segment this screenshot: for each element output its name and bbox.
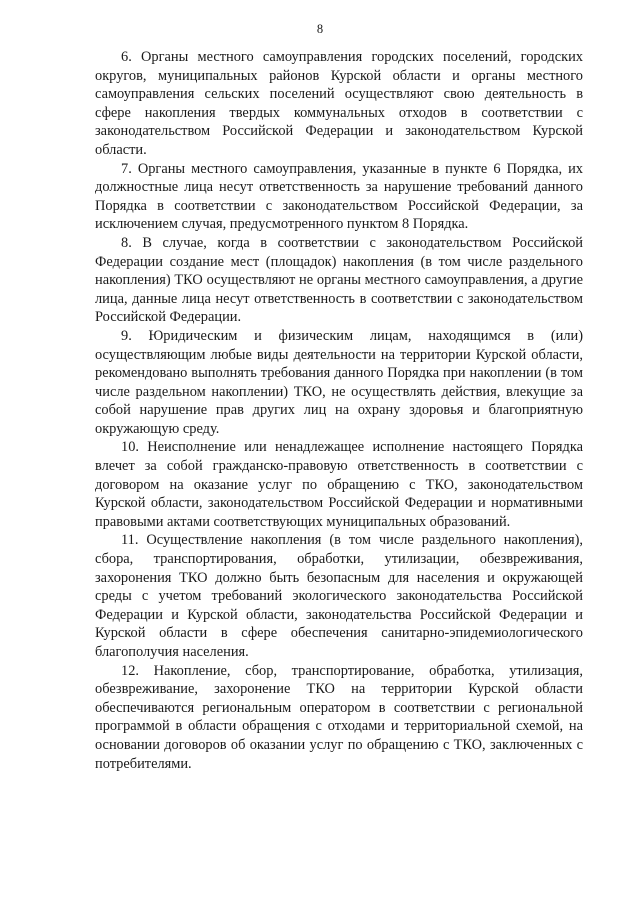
paragraph-7: 7. Органы местного самоуправления, указанные в пункте 6 Порядка, их должностные лица несут ответственность за нарушение требований данного Порядка в соответствии с законодательством Российской Федерации, за исключением случая, предусмотренного пунктом 8 Порядка. bbox=[95, 160, 583, 233]
paragraph-12: 12. Накопление, сбор, транспортирование, обработка, утилизация, обезвреживание, захоронение ТКО на территории Курской области обеспечиваются региональным оператором в соответствии с региональной программой в области обращения с отходами и территориальной схемой, на основании договоров об оказании услуг по обращению с ТКО, заключенных с потребителями. bbox=[95, 662, 583, 772]
paragraph-9: 9. Юридическим и физическим лицам, находящимся в (или) осуществляющим любые виды деятельности на территории Курской области, рекомендовано выполнять требования данного Порядка при накоплении (в том числе раздельном накоплении) ТКО, не осуществлять действия, влекущие за собой нарушение прав других лиц на охрану здоровья и благоприятную окружающую среду. bbox=[95, 327, 583, 437]
page-number: 8 bbox=[316, 22, 324, 36]
paragraph-6: 6. Органы местного самоуправления городских поселений, городских округов, муниципальных районов Курской области и органы местного самоуправления сельских поселений осуществляют свою деятельность в сфере накопления твердых коммунальных отходов в соответствии с законодательством Российской Федерации и законодательством Курской области. bbox=[95, 49, 583, 158]
document-body bbox=[95, 48, 583, 773]
paragraph-10: 10. Неисполнение или ненадлежащее исполнение настоящего Порядка влечет за собой гражданско-правовую ответственность в соответствии с договором на оказание услуг по обращению с ТКО, законодательством Курской области, законодательством Российской Федерации и нормативными правовыми актами соответствующих муниципальных образований. bbox=[95, 439, 583, 530]
paragraph-8: 8. В случае, когда в соответствии с законодательством Российской Федерации создание мест (площадок) накопления (в том числе раздельного накопления) ТКО осуществляют не органы местного самоуправления, а другие лица, данные лица несут ответственность в соответствии с законодательством Российской Федерации. bbox=[95, 234, 583, 326]
paragraph-11: 11. Осуществление накопления (в том числе раздельного накопления), сбора, транспортирования, обработки, утилизации, обезвреживания, захоронения ТКО должно быть безопасным для населения и окружающей среды с учетом требований экологического законодательства Российской Федерации и Курской области, законодательства Российской Федерации и Курской области в сфере обеспечения санитарно-эпидемиологического благополучия населения. bbox=[95, 532, 583, 660]
